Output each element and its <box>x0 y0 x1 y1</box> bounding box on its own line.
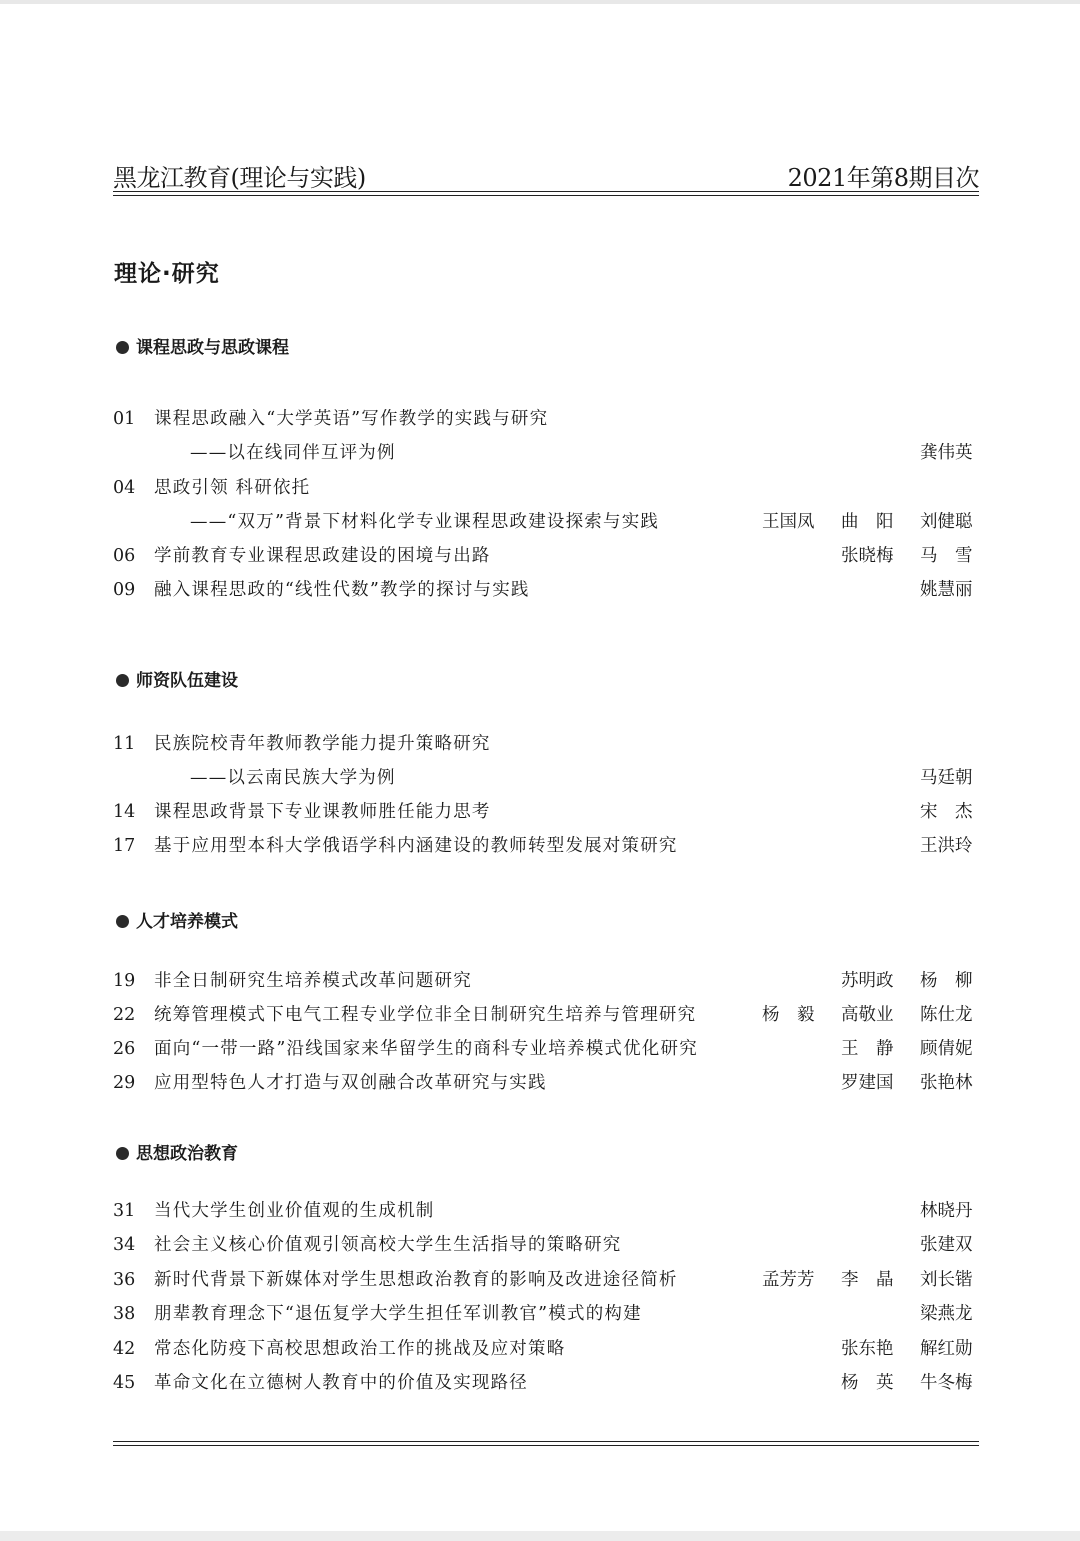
category-title: 课程思政与思政课程 <box>136 338 289 358</box>
toc-entry[interactable] <box>113 731 979 757</box>
author: 王 静 <box>841 1039 894 1059</box>
toc-entry[interactable] <box>113 406 979 432</box>
author: 刘健聪 <box>920 512 973 532</box>
toc-entry[interactable] <box>113 799 979 825</box>
article-title: 朋辈教育理念下“退伍复学大学生担任军训教官”模式的构建 <box>154 1304 642 1324</box>
toc-entry[interactable] <box>113 577 979 603</box>
article-title: 融入课程思政的“线性代数”教学的探讨与实践 <box>154 580 530 600</box>
category-heading <box>116 907 238 932</box>
top-edge-strip <box>0 0 1080 4</box>
page-number: 01 <box>113 409 136 429</box>
page-number: 17 <box>113 836 136 856</box>
toc-entry[interactable] <box>113 1267 979 1293</box>
page-number: 19 <box>113 971 136 991</box>
page-number: 42 <box>113 1339 136 1359</box>
article-title: 非全日制研究生培养模式改革问题研究 <box>154 971 472 991</box>
page-number: 22 <box>113 1005 136 1025</box>
article-title: 学前教育专业课程思政建设的困境与出路 <box>154 546 491 566</box>
article-title: 统筹管理模式下电气工程专业学位非全日制研究生培养与管理研究 <box>154 1005 697 1025</box>
page-number: 11 <box>113 734 136 754</box>
toc-entry[interactable] <box>113 1301 979 1327</box>
author: 孟芳芳 <box>762 1270 815 1290</box>
author: 牛冬梅 <box>920 1373 973 1393</box>
page-number: 45 <box>113 1373 136 1393</box>
author: 张艳林 <box>920 1073 973 1093</box>
author: 马廷朝 <box>920 768 973 788</box>
author: 龚伟英 <box>920 443 973 463</box>
page-number: 14 <box>113 802 136 822</box>
page-number: 04 <box>113 478 136 498</box>
category-title: 思想政治教育 <box>136 1144 238 1164</box>
toc-entry-subtitle <box>113 765 979 791</box>
toc-entry-subtitle <box>113 440 979 466</box>
category-title: 师资队伍建设 <box>136 671 238 691</box>
article-title: 革命文化在立德树人教育中的价值及实现路径 <box>154 1373 528 1393</box>
toc-entry[interactable] <box>113 1336 979 1362</box>
article-subtitle: ——以云南民族大学为例 <box>190 768 396 788</box>
page-number: 06 <box>113 546 136 566</box>
toc-entry[interactable] <box>113 1036 979 1062</box>
author: 刘长锴 <box>920 1270 973 1290</box>
article-title: 课程思政背景下专业课教师胜任能力思考 <box>154 802 491 822</box>
article-title: 当代大学生创业价值观的生成机制 <box>154 1201 435 1221</box>
author: 罗建国 <box>841 1073 894 1093</box>
page-number: 38 <box>113 1304 136 1324</box>
toc-entry[interactable] <box>113 1370 979 1396</box>
header-rule-thick <box>113 191 979 192</box>
toc-entry[interactable] <box>113 1198 979 1224</box>
footer-rule-thin <box>113 1445 979 1446</box>
category-heading <box>116 666 238 691</box>
toc-entry[interactable] <box>113 543 979 569</box>
issue-contents-label: 2021年第8期目次 <box>787 164 979 192</box>
page-number: 09 <box>113 580 136 600</box>
author: 高敬业 <box>841 1005 894 1025</box>
article-title: 社会主义核心价值观引领高校大学生生活指导的策略研究 <box>154 1235 622 1255</box>
toc-entry[interactable] <box>113 968 979 994</box>
author: 王国凤 <box>762 512 815 532</box>
author: 曲 阳 <box>841 512 894 532</box>
page-number: 34 <box>113 1235 136 1255</box>
author: 李 晶 <box>841 1270 894 1290</box>
author: 宋 杰 <box>920 802 973 822</box>
article-title: 基于应用型本科大学俄语学科内涵建设的教师转型发展对策研究 <box>154 836 678 856</box>
article-title: 思政引领 科研依托 <box>154 478 311 498</box>
page-number: 26 <box>113 1039 136 1059</box>
toc-entry[interactable] <box>113 1002 979 1028</box>
article-title: 应用型特色人才打造与双创融合改革研究与实践 <box>154 1073 547 1093</box>
article-title: 面向“一带一路”沿线国家来华留学生的商科专业培养模式优化研究 <box>154 1039 698 1059</box>
bottom-edge-strip <box>0 1531 1080 1541</box>
author: 杨 毅 <box>762 1005 815 1025</box>
author: 梁燕龙 <box>920 1304 973 1324</box>
article-subtitle: ——“双万”背景下材料化学专业课程思政建设探索与实践 <box>190 512 660 532</box>
toc-entry[interactable] <box>113 475 979 501</box>
author: 张建双 <box>920 1235 973 1255</box>
toc-entry-subtitle <box>113 509 979 535</box>
page-header <box>113 158 979 192</box>
header-rule-thin <box>113 195 979 196</box>
author: 林晓丹 <box>920 1201 973 1221</box>
article-title: 课程思政融入“大学英语”写作教学的实践与研究 <box>154 409 549 429</box>
bullet-dot-icon <box>116 341 129 354</box>
author: 王洪玲 <box>920 836 973 856</box>
page-number: 29 <box>113 1073 136 1093</box>
article-subtitle: ——以在线同伴互评为例 <box>190 443 396 463</box>
article-title: 民族院校青年教师教学能力提升策略研究 <box>154 734 491 754</box>
category-heading <box>116 333 289 358</box>
article-title: 新时代背景下新媒体对学生思想政治教育的影响及改进途径简析 <box>154 1270 678 1290</box>
bullet-dot-icon <box>116 1147 129 1160</box>
article-title: 常态化防疫下高校思想政治工作的挑战及应对策略 <box>154 1339 566 1359</box>
author: 马 雪 <box>920 546 973 566</box>
author: 陈仕龙 <box>920 1005 973 1025</box>
bullet-dot-icon <box>116 674 129 687</box>
page-number: 31 <box>113 1201 136 1221</box>
author: 张东艳 <box>841 1339 894 1359</box>
toc-entry[interactable] <box>113 1070 979 1096</box>
toc-entry[interactable] <box>113 833 979 859</box>
bullet-dot-icon <box>116 915 129 928</box>
author: 姚慧丽 <box>920 580 973 600</box>
journal-title: 黑龙江教育(理论与实践) <box>113 164 366 192</box>
author: 杨 柳 <box>920 971 973 991</box>
section-heading: 理论·研究 <box>114 261 220 287</box>
author: 解红勋 <box>920 1339 973 1359</box>
category-title: 人才培养模式 <box>136 912 238 932</box>
footer-rule-thick <box>113 1441 979 1442</box>
author: 苏明政 <box>841 971 894 991</box>
author: 顾倩妮 <box>920 1039 973 1059</box>
page-number: 36 <box>113 1270 136 1290</box>
toc-entry[interactable] <box>113 1232 979 1258</box>
category-heading <box>116 1139 238 1164</box>
author: 张晓梅 <box>841 546 894 566</box>
author: 杨 英 <box>841 1373 894 1393</box>
